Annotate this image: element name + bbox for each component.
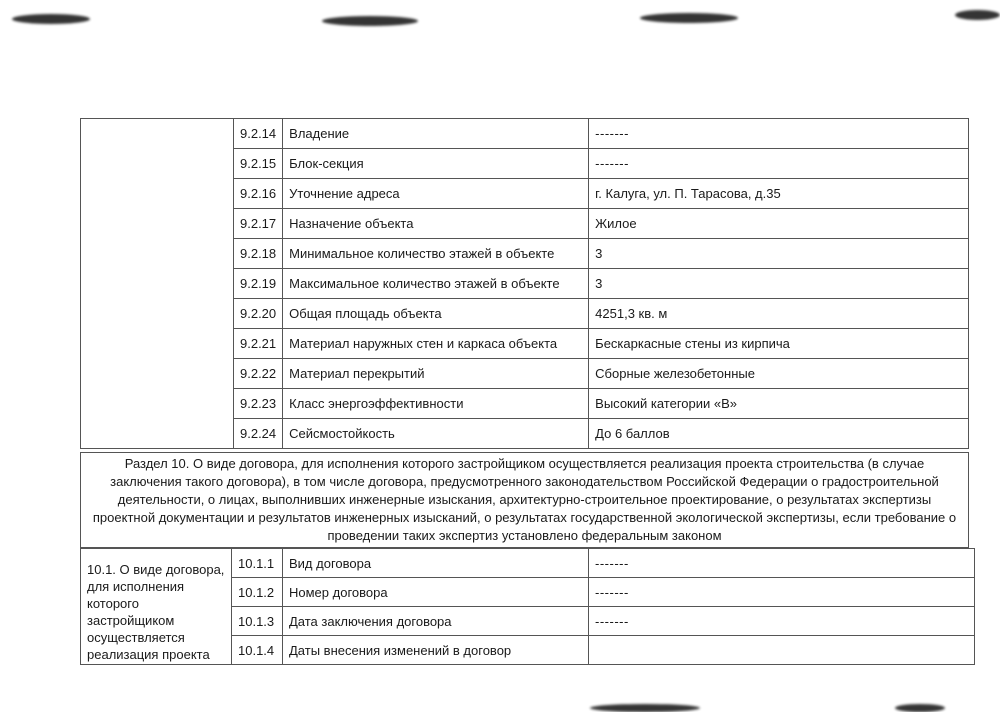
row-label: Материал перекрытий bbox=[283, 359, 589, 389]
row-label: Сейсмостойкость bbox=[283, 419, 589, 449]
row-value: 3 bbox=[589, 239, 969, 269]
row-label: Общая площадь объекта bbox=[283, 299, 589, 329]
table-row bbox=[81, 119, 969, 149]
row-value: 3 bbox=[589, 269, 969, 299]
row-label: Владение bbox=[283, 119, 589, 149]
scan-smudge bbox=[640, 13, 738, 23]
section-10-header-text: Раздел 10. О виде договора, для исполнения которого застройщиком осуществляется реализация проекта строительства (в случае заключения такого договора), в том числе договора, предусмотренного законодательством Российской Федерации о градостроительной деятельности, о лицах, выполнивших инженерные изыскания, архитектурно-строительное проектирование, о результатах экспертизы проектной документации и результатов инженерных изысканий, о результатах государственной экологической экспертизы, если требование о проведении таких экспертиз установлено федеральным законом bbox=[92, 456, 957, 543]
subsection-label: 10.1. О виде договора, для исполнения которого застройщиком осуществляется реализация проекта bbox=[81, 549, 232, 665]
row-number: 10.1.1 bbox=[232, 549, 283, 578]
row-label: Вид договора bbox=[283, 549, 589, 578]
row-value: Жилое bbox=[589, 209, 969, 239]
row-number: 9.2.19 bbox=[234, 269, 283, 299]
scan-smudge bbox=[12, 14, 90, 24]
row-number: 9.2.22 bbox=[234, 359, 283, 389]
table-row bbox=[81, 549, 975, 578]
row-label: Материал наружных стен и каркаса объекта bbox=[283, 329, 589, 359]
row-label: Номер договора bbox=[283, 578, 589, 607]
contract-table-10-1 bbox=[80, 548, 975, 665]
scan-smudge bbox=[895, 704, 945, 712]
row-value: 4251,3 кв. м bbox=[589, 299, 969, 329]
section-10-header bbox=[80, 452, 969, 548]
row-label: Даты внесения изменений в договор bbox=[283, 636, 589, 665]
row-number: 10.1.4 bbox=[232, 636, 283, 665]
row-number: 9.2.15 bbox=[234, 149, 283, 179]
row-number: 9.2.24 bbox=[234, 419, 283, 449]
scan-smudge bbox=[590, 704, 700, 712]
row-value: Высокий категории «В» bbox=[589, 389, 969, 419]
scan-smudge bbox=[955, 10, 1000, 20]
row-number: 9.2.17 bbox=[234, 209, 283, 239]
row-label: Уточнение адреса bbox=[283, 179, 589, 209]
scan-smudge bbox=[322, 16, 418, 26]
row-value bbox=[589, 636, 975, 665]
row-number: 9.2.18 bbox=[234, 239, 283, 269]
row-label: Максимальное количество этажей в объекте bbox=[283, 269, 589, 299]
row-number: 9.2.14 bbox=[234, 119, 283, 149]
row-number: 9.2.23 bbox=[234, 389, 283, 419]
row-value: Сборные железобетонные bbox=[589, 359, 969, 389]
row-number: 9.2.20 bbox=[234, 299, 283, 329]
properties-table-9-2 bbox=[80, 118, 969, 449]
row-value: ------- bbox=[589, 607, 975, 636]
row-value: ------- bbox=[589, 578, 975, 607]
row-number: 9.2.16 bbox=[234, 179, 283, 209]
row-value: ------- bbox=[589, 149, 969, 179]
row-number: 10.1.3 bbox=[232, 607, 283, 636]
row-label: Класс энергоэффективности bbox=[283, 389, 589, 419]
row-label: Дата заключения договора bbox=[283, 607, 589, 636]
row-value: г. Калуга, ул. П. Тарасова, д.35 bbox=[589, 179, 969, 209]
row-label: Назначение объекта bbox=[283, 209, 589, 239]
row-value: ------- bbox=[589, 549, 975, 578]
row-label: Блок-секция bbox=[283, 149, 589, 179]
blank-left-cell bbox=[81, 119, 234, 449]
row-number: 10.1.2 bbox=[232, 578, 283, 607]
row-value: До 6 баллов bbox=[589, 419, 969, 449]
row-value: Бескаркасные стены из кирпича bbox=[589, 329, 969, 359]
row-number: 9.2.21 bbox=[234, 329, 283, 359]
row-value: ------- bbox=[589, 119, 969, 149]
row-label: Минимальное количество этажей в объекте bbox=[283, 239, 589, 269]
